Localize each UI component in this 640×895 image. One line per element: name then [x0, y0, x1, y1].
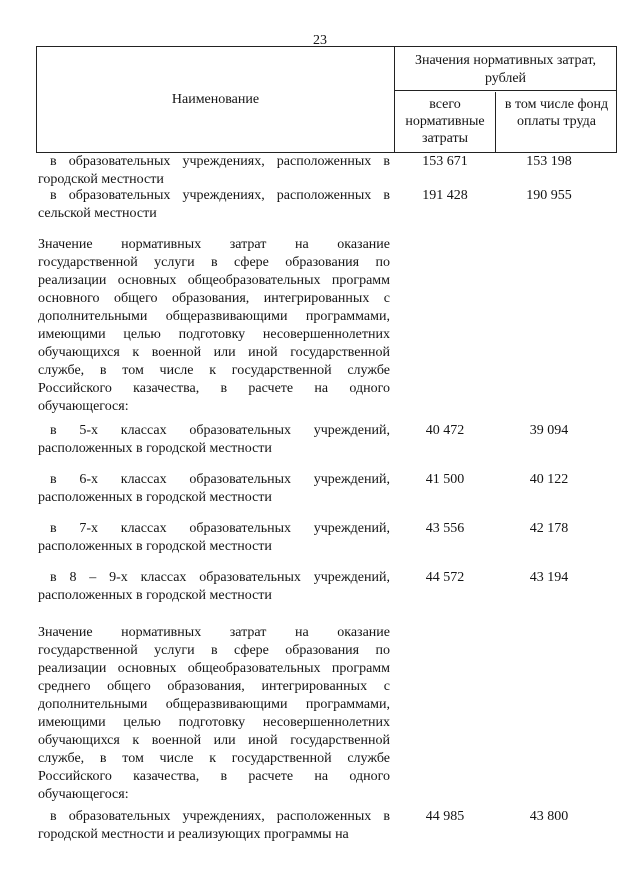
row-total: 40 472 [425, 423, 465, 438]
row-payroll: 42 178 [529, 521, 569, 536]
row-payroll: 153 198 [526, 154, 572, 169]
row-name: в 6-х классах образовательных учреждений, расположенных в городской местности [38, 472, 390, 505]
row-payroll: 43 800 [529, 809, 569, 824]
row-payroll: 190 955 [526, 188, 572, 203]
header-payroll-column: в том числе фонд оплаты труда [504, 97, 609, 129]
row-name: в 5-х классах образовательных учреждений, расположенных в городской местности [38, 423, 390, 456]
row-name: в 7-х классах образовательных учреждений, расположенных в городской местности [38, 521, 390, 554]
row-name: в образовательных учреждениях, расположенных в сельской местности [38, 188, 390, 221]
section-basic-heading: Значение нормативных затрат на оказание государственной услуги в сфере образования по реализации основных общеобразовательных программ основного общего образования, интегрированных с дополнительными общеразвивающими программами, имеющими целью подготовку несовершеннолетних обучающихся к военной или иной государственной службе, в том числе к государственной службе Российского казачества, в расчете на одного обучающегося: [38, 237, 390, 414]
header-values-group: Значения нормативных затрат, рублей [395, 47, 616, 91]
row-name: в образовательных учреждениях, расположенных в городской местности и реализующих программы на [38, 809, 390, 842]
row-payroll: 43 194 [529, 570, 569, 585]
page-number: 23 [313, 33, 327, 48]
row-total: 44 985 [425, 809, 465, 824]
header-total-column: всего нормативные затраты [395, 92, 496, 152]
row-total: 44 572 [425, 570, 465, 585]
row-payroll: 40 122 [529, 472, 569, 487]
row-total: 43 556 [425, 521, 465, 536]
section-secondary-heading: Значение нормативных затрат на оказание государственной услуги в сфере образования по реализации основных общеобразовательных программ среднего общего образования, интегрированных с дополнительными общеразвивающими программами, имеющими целью подготовку несовершеннолетних обучающихся к военной или иной государственной службе, в том числе к государственной службе Российского казачества, в расчете на одного обучающегося: [38, 625, 390, 802]
row-total: 41 500 [425, 472, 465, 487]
table-header [36, 46, 617, 153]
header-name-column: Наименование [37, 47, 395, 152]
row-payroll: 39 094 [529, 423, 569, 438]
row-total: 153 671 [422, 154, 468, 169]
row-total: 191 428 [422, 188, 468, 203]
row-name: в образовательных учреждениях, расположенных в городской местности [38, 154, 390, 187]
row-name: в 8 – 9-х классах образовательных учреждений, расположенных в городской местности [38, 570, 390, 603]
